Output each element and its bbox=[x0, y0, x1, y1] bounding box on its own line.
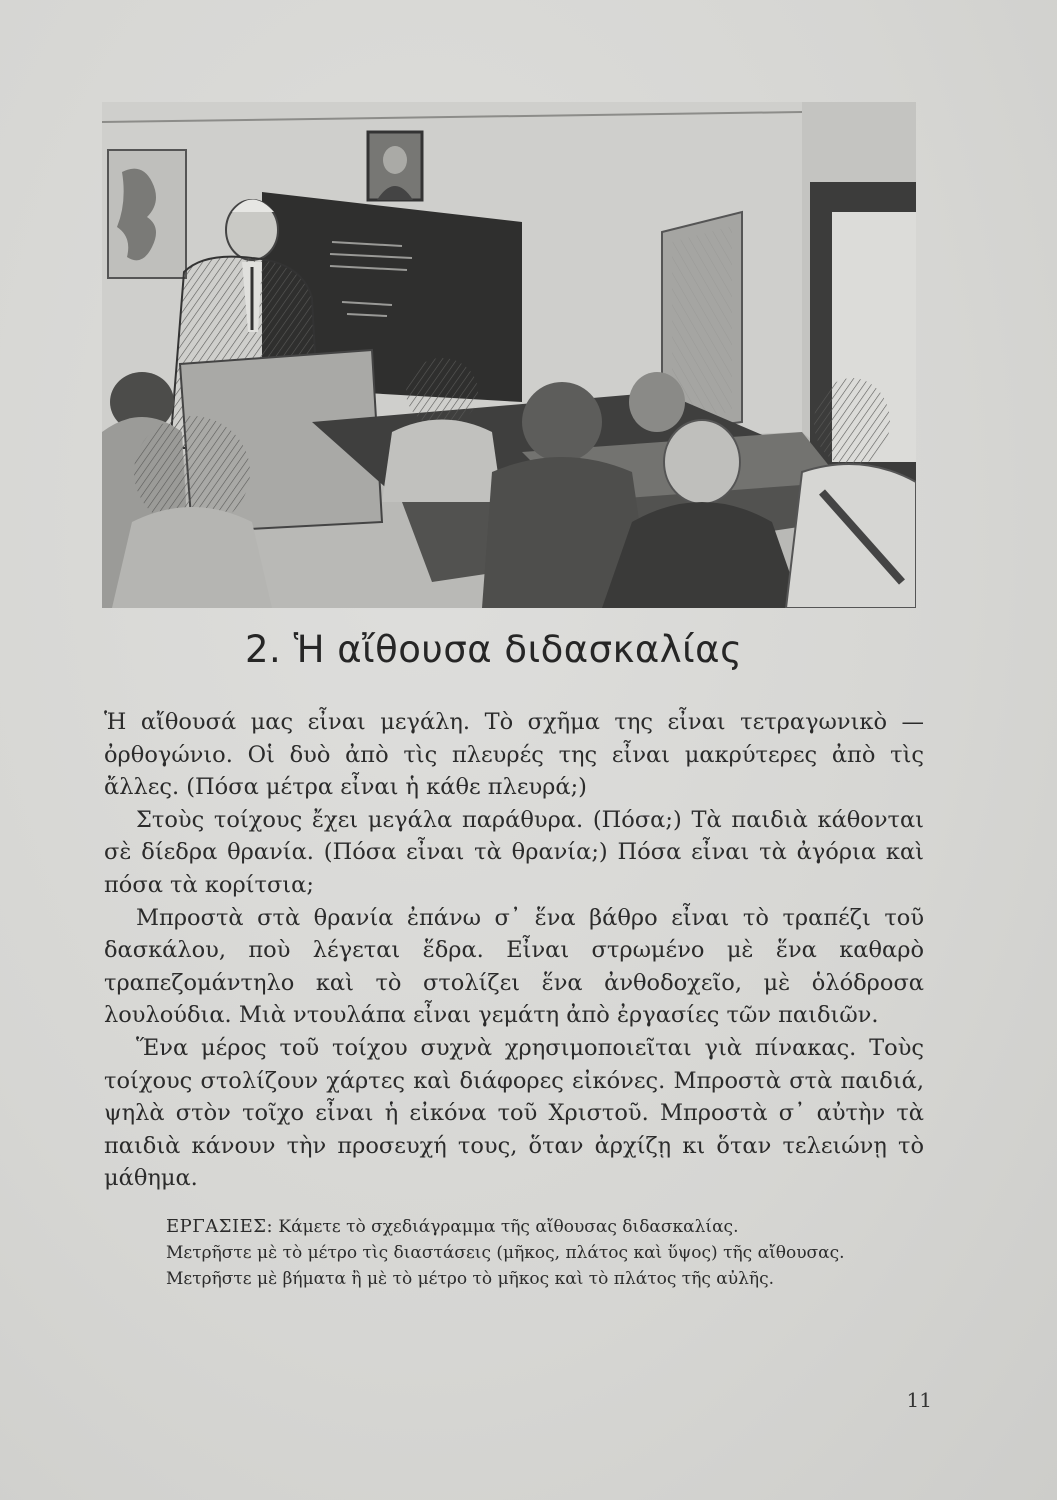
classroom-drawing bbox=[102, 102, 916, 608]
exercises-section bbox=[104, 1214, 924, 1292]
paragraph: Μπροστὰ στὰ θρανία ἐπάνω σ᾽ ἕνα βάθρο εἶναι τὸ τραπέζι τοῦ δασκάλου, ποὺ λέγεται ἕδρα. Εἶναι στρωμένο μὲ ἕνα καθαρὸ τραπεζομάντηλο καὶ τὸ στολίζει ἕνα ἀνθοδοχεῖο, μὲ ὁλόδροσα λουλούδια. Μιὰ ντουλάπα εἶναι γεμάτη ἀπὸ ἐργασίες τῶν παιδιῶν. bbox=[104, 904, 924, 1029]
lesson-body bbox=[104, 706, 924, 1195]
paragraph: Στοὺς τοίχους ἔχει μεγάλα παράθυρα. (Πόσα;) Τὰ παιδιὰ κάθονται σὲ δίεδρα θρανία. (Πόσα εἶναι τὰ θρανία;) Πόσα εἶναι τὰ ἀγόρια καὶ πόσα τὰ κορίτσια; bbox=[104, 806, 924, 898]
paragraph: Ἡ αἴθουσά μας εἶναι μεγάλη. Τὸ σχῆμα της εἶναι τετραγωνικὸ — ὀρθογώνιο. Οἱ δυὸ ἀπὸ τὶς πλευρές της εἶναι μακρύτερες ἀπὸ τὶς ἄλλες. (Πόσα μέτρα εἶναι ἡ κάθε πλευρά;) bbox=[104, 709, 924, 801]
exercise-line bbox=[104, 1214, 924, 1240]
exercise-item: Κάμετε τὸ σχεδιάγραμμα τῆς αἴθουσας διδασκαλίας. bbox=[278, 1217, 739, 1237]
page-number: 11 bbox=[906, 1388, 932, 1412]
exercise-item: Μετρῆστε μὲ βήματα ἢ μὲ τὸ μέτρο τὸ μῆκος καὶ τὸ πλάτος τῆς αὐλῆς. bbox=[166, 1269, 775, 1289]
classroom-illustration bbox=[102, 102, 916, 608]
paragraph: Ἕνα μέρος τοῦ τοίχου συχνὰ χρησιμοποιεῖται γιὰ πίνακας. Τοὺς τοίχους στολίζουν χάρτες καὶ διάφορες εἰκόνες. Μπροστὰ στὰ παιδιά, ψηλὰ στὸν τοῖχο εἶναι ἡ εἰκόνα τοῦ Χριστοῦ. Μπροστὰ σ᾽ αὐτὴν τὰ παιδιὰ κάνουν τὴν προσευχή τους, ὅταν ἀρχίζῃ κι ὅταν τελειώνῃ τὸ μάθημα. bbox=[104, 1034, 924, 1192]
exercise-item: Μετρῆστε μὲ τὸ μέτρο τὶς διαστάσεις (μῆκος, πλάτος καὶ ὕψος) τῆς αἴθουσας. bbox=[166, 1243, 845, 1263]
lesson-title: 2. Ἡ αἴθουσα διδασκαλίας bbox=[245, 628, 743, 671]
exercises-label: ΕΡΓΑΣΙΕΣ: bbox=[166, 1216, 274, 1237]
